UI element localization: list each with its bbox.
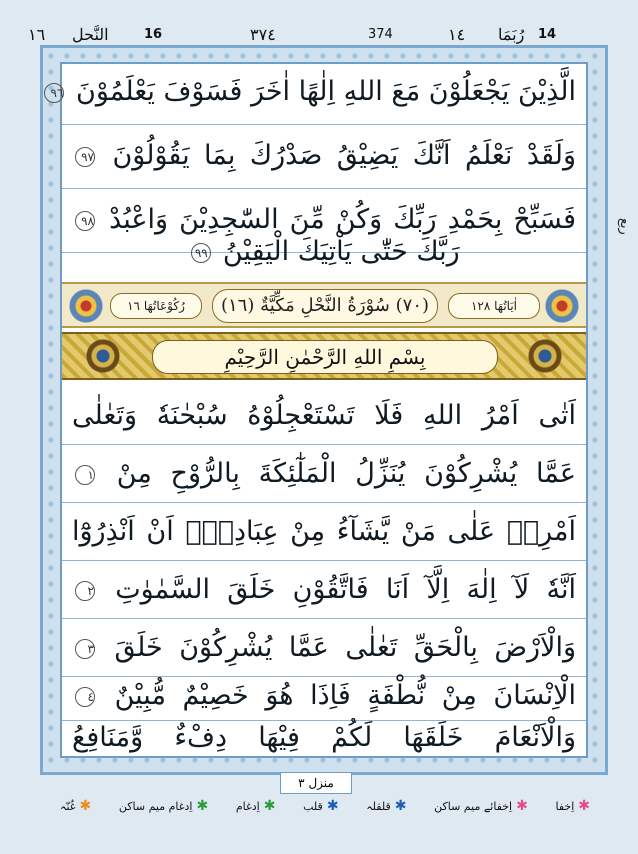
ayah-marker-99: ٩٩ bbox=[191, 243, 211, 263]
legend-label: قلب bbox=[303, 799, 323, 813]
ruku-count: رُكُوْعَاتُهَا ١٦ bbox=[110, 293, 202, 319]
ayah-marker-4: ٤ bbox=[75, 687, 95, 707]
star-icon: ✱ bbox=[578, 798, 590, 814]
quran-line-9 bbox=[62, 618, 586, 678]
line-2-text: وَلَقَدْ نَعْلَمُ اَنَّكَ يَضِيْقُ صَدْرُكَ بِمَا يَقُوْلُوْنَ bbox=[112, 140, 576, 171]
star-icon: ✱ bbox=[79, 798, 92, 814]
star-icon: ✱ bbox=[196, 798, 209, 814]
surah-number-header: 16 bbox=[144, 27, 163, 42]
legend-item bbox=[555, 799, 590, 813]
legend-item bbox=[60, 799, 91, 813]
line-10-text: الْاِنْسَانَ مِنْ نُّطْفَةٍ فَاِذَا هُوَ خَصِيْمٌ مُّبِيْنٌ bbox=[114, 680, 576, 711]
line-divider bbox=[62, 124, 586, 125]
line-11-text: وَالْاَنْعَامَ خَلَقَهَا لَكُمْ فِيْهَا دِفْءٌ وَّمَنَافِعُ bbox=[72, 722, 576, 753]
line-4-text: رَبَّكَ حَتّٰى يَاْتِيَكَ الْيَقِيْنُ bbox=[222, 236, 460, 267]
manzil-label: منزل ٣ bbox=[280, 772, 352, 794]
legend-item bbox=[303, 799, 338, 813]
line-3-text: فَسَبِّحْ بِحَمْدِ رَبِّكَ وَكُنْ مِّنَ السّٰجِدِيْنَ وَاعْبُدْ bbox=[109, 204, 576, 235]
ayah-marker-98: ٩٨ bbox=[75, 211, 95, 231]
legend-label: اِخفائے میم ساکن bbox=[434, 799, 513, 813]
legend-item bbox=[434, 799, 528, 813]
juz-number-arabic: ١٤ bbox=[448, 25, 466, 44]
quran-line-4 bbox=[62, 224, 586, 280]
ornament-knot-icon bbox=[528, 339, 562, 373]
legend-label: اِدغام میم ساکن bbox=[118, 799, 193, 813]
surah-title bbox=[212, 289, 438, 323]
quran-line-1 bbox=[50, 62, 586, 122]
line-1-text: الَّذِيْنَ يَجْعَلُوْنَ مَعَ اللهِ اِلٰهًا اٰخَرَ فَسَوْفَ يَعْلَمُوْنَ bbox=[76, 76, 576, 107]
flower-ornament-icon bbox=[68, 288, 104, 324]
basmala-panel bbox=[62, 332, 586, 380]
legend-item bbox=[366, 799, 406, 813]
page-number-center: 374 bbox=[368, 27, 393, 42]
quran-line-6 bbox=[62, 444, 586, 504]
page-number-arabic-center: ٣٧٤ bbox=[250, 25, 276, 44]
line-divider bbox=[62, 188, 586, 189]
rub-marker: ربع bbox=[617, 218, 632, 235]
quran-line-10 bbox=[62, 672, 586, 720]
star-icon: ✱ bbox=[326, 798, 339, 814]
surah-name-header: النَّحل bbox=[72, 25, 109, 44]
ornament-knot-icon bbox=[86, 339, 120, 373]
line-8-text: اَنَّهٗ لَآ اِلٰهَ اِلَّآ اَنَا فَاتَّقُوْنِ خَلَقَ السَّمٰوٰتِ bbox=[115, 574, 576, 605]
ayat-count: اٰيَاتُهَا ١٢٨ bbox=[448, 293, 540, 319]
star-icon: ✱ bbox=[394, 798, 407, 814]
legend-item bbox=[236, 799, 276, 813]
surah-number: (١٦) bbox=[220, 295, 255, 316]
ayah-marker-1: ١ bbox=[75, 465, 95, 485]
juz-name-header: رُبَمَا bbox=[498, 25, 525, 44]
page-number-arabic-left: ١٦ bbox=[28, 25, 46, 44]
basmala-text: بِسْمِ اللهِ الرَّحْمٰنِ الرَّحِيْمِ bbox=[152, 340, 498, 374]
legend-label: غُنّہ bbox=[60, 799, 76, 813]
legend-item bbox=[119, 799, 208, 813]
ayah-marker-96: ٩٦ bbox=[44, 83, 64, 103]
legend-label: اِدغام bbox=[235, 799, 260, 813]
ayah-marker-2: ٢ bbox=[75, 581, 95, 601]
juz-number-header: 14 bbox=[538, 27, 557, 42]
quran-line-5 bbox=[62, 386, 586, 446]
star-icon: ✱ bbox=[516, 798, 528, 814]
star-icon: ✱ bbox=[263, 798, 276, 814]
legend-label: قلقلہ bbox=[366, 799, 391, 813]
surah-title-banner bbox=[62, 282, 586, 328]
quran-line-11 bbox=[62, 716, 586, 760]
line-5-text: اَتٰى اَمْرُ اللهِ فَلَا تَسْتَعْجِلُوْهُ سُبْحٰنَهٗ وَتَعٰلٰى bbox=[72, 400, 576, 431]
quran-line-2 bbox=[62, 126, 586, 186]
quran-line-8 bbox=[62, 560, 586, 620]
surah-order: (٧٠) bbox=[395, 295, 430, 316]
flower-ornament-icon bbox=[544, 288, 580, 324]
surah-title-text: سُوْرَةُ النَّحْلِ مَكِّيَّةٌ bbox=[260, 295, 390, 316]
tajweed-legend bbox=[60, 794, 590, 818]
ayah-marker-3: ٣ bbox=[75, 639, 95, 659]
ayah-marker-97: ٩٧ bbox=[75, 147, 95, 167]
line-9-text: وَالْاَرْضَ بِالْحَقِّ تَعٰلٰى عَمَّا يُشْرِكُوْنَ خَلَقَ bbox=[114, 632, 576, 663]
line-7-text: اَمْرِهٖ عَلٰى مَنْ يَّشَآءُ مِنْ عِبَادِهٖٓ اَنْ اَنْذِرُوْٓا bbox=[72, 516, 576, 547]
line-6-text: عَمَّا يُشْرِكُوْنَ يُنَزِّلُ الْمَلٰٓئِكَةَ بِالرُّوْحِ مِنْ bbox=[116, 458, 576, 489]
legend-label: اِخفا bbox=[555, 799, 575, 813]
quran-line-7 bbox=[62, 502, 586, 562]
